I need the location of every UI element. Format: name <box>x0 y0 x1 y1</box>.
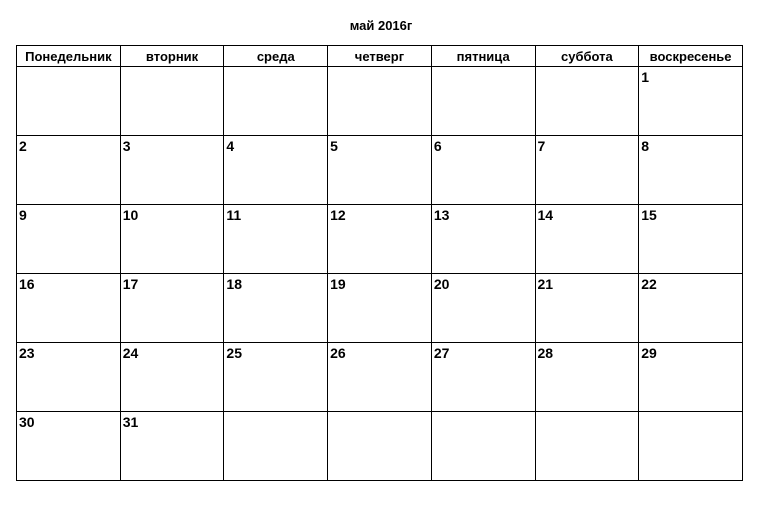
day-number: 12 <box>330 207 346 223</box>
day-cell <box>535 274 639 343</box>
day-number: 14 <box>537 207 554 223</box>
day-cell <box>535 205 639 274</box>
day-number <box>121 67 224 69</box>
day-number: 15 <box>641 207 657 223</box>
day-number: 11 <box>226 207 242 223</box>
day-number: 18 <box>226 276 242 292</box>
day-cell <box>120 274 224 343</box>
day-number: 5 <box>330 138 338 154</box>
week-row <box>17 67 743 136</box>
day-number: 29 <box>641 345 657 361</box>
day-cell <box>535 343 639 412</box>
day-cell <box>431 136 535 205</box>
day-number <box>432 67 535 69</box>
day-cell <box>17 205 121 274</box>
weekday-header-row <box>17 46 743 67</box>
day-number: 27 <box>433 345 450 361</box>
day-number: 19 <box>330 276 346 292</box>
day-cell <box>328 136 432 205</box>
day-cell <box>328 67 432 136</box>
day-number: 2 <box>19 138 27 154</box>
day-cell <box>535 67 639 136</box>
day-number <box>224 412 327 414</box>
day-number: 30 <box>19 414 35 430</box>
day-cell <box>328 205 432 274</box>
day-cell <box>224 343 328 412</box>
day-cell <box>328 343 432 412</box>
day-cell <box>431 412 535 481</box>
weekday-header: среда <box>224 46 328 67</box>
day-cell <box>535 412 639 481</box>
day-cell <box>639 274 743 343</box>
day-number: 6 <box>433 138 442 154</box>
day-number <box>224 67 327 69</box>
day-cell <box>17 412 121 481</box>
day-cell <box>17 67 121 136</box>
day-cell <box>224 136 328 205</box>
day-number: 17 <box>122 276 139 292</box>
day-number <box>17 67 120 69</box>
day-number <box>639 412 742 414</box>
day-cell <box>224 67 328 136</box>
day-number: 28 <box>537 345 554 361</box>
day-cell <box>224 205 328 274</box>
day-cell <box>431 67 535 136</box>
weekday-header: пятница <box>431 46 535 67</box>
calendar-title: май 2016г <box>349 18 413 33</box>
day-cell <box>431 343 535 412</box>
day-number: 23 <box>19 345 35 361</box>
week-row <box>17 343 743 412</box>
day-cell <box>431 205 535 274</box>
day-number: 7 <box>537 138 546 154</box>
day-cell <box>120 67 224 136</box>
day-number: 24 <box>122 345 139 361</box>
day-cell <box>224 274 328 343</box>
day-cell <box>535 136 639 205</box>
day-number: 16 <box>19 276 35 292</box>
day-cell <box>120 412 224 481</box>
day-number: 1 <box>641 69 650 85</box>
day-cell <box>328 412 432 481</box>
calendar-grid <box>16 45 743 481</box>
day-number: 20 <box>433 276 450 292</box>
day-cell <box>328 274 432 343</box>
day-number: 10 <box>122 207 139 223</box>
day-cell <box>17 136 121 205</box>
day-cell <box>17 343 121 412</box>
week-row <box>17 136 743 205</box>
weekday-header: четверг <box>328 46 432 67</box>
day-cell <box>639 67 743 136</box>
day-number: 8 <box>641 138 650 154</box>
day-number: 4 <box>226 138 235 154</box>
weekday-header: воскресенье <box>639 46 743 67</box>
day-number <box>536 412 639 414</box>
week-row <box>17 205 743 274</box>
day-cell <box>639 343 743 412</box>
day-number <box>328 67 431 69</box>
day-number: 31 <box>122 414 139 430</box>
day-number: 9 <box>19 207 27 223</box>
day-number <box>432 412 535 414</box>
day-cell <box>120 343 224 412</box>
week-row <box>17 412 743 481</box>
weekday-header: вторник <box>120 46 224 67</box>
day-cell <box>639 136 743 205</box>
day-number: 3 <box>122 138 131 154</box>
day-number: 21 <box>537 276 554 292</box>
day-number: 22 <box>641 276 657 292</box>
day-cell <box>639 205 743 274</box>
day-cell <box>120 205 224 274</box>
day-number: 13 <box>433 207 450 223</box>
week-row <box>17 274 743 343</box>
day-cell <box>224 412 328 481</box>
day-number <box>328 412 431 414</box>
day-cell <box>120 136 224 205</box>
weekday-header: суббота <box>535 46 639 67</box>
day-cell <box>17 274 121 343</box>
day-number: 25 <box>226 345 242 361</box>
day-number: 26 <box>330 345 346 361</box>
weekday-header: Понедельник <box>17 46 121 67</box>
day-number <box>536 67 639 69</box>
day-cell <box>639 412 743 481</box>
day-cell <box>431 274 535 343</box>
